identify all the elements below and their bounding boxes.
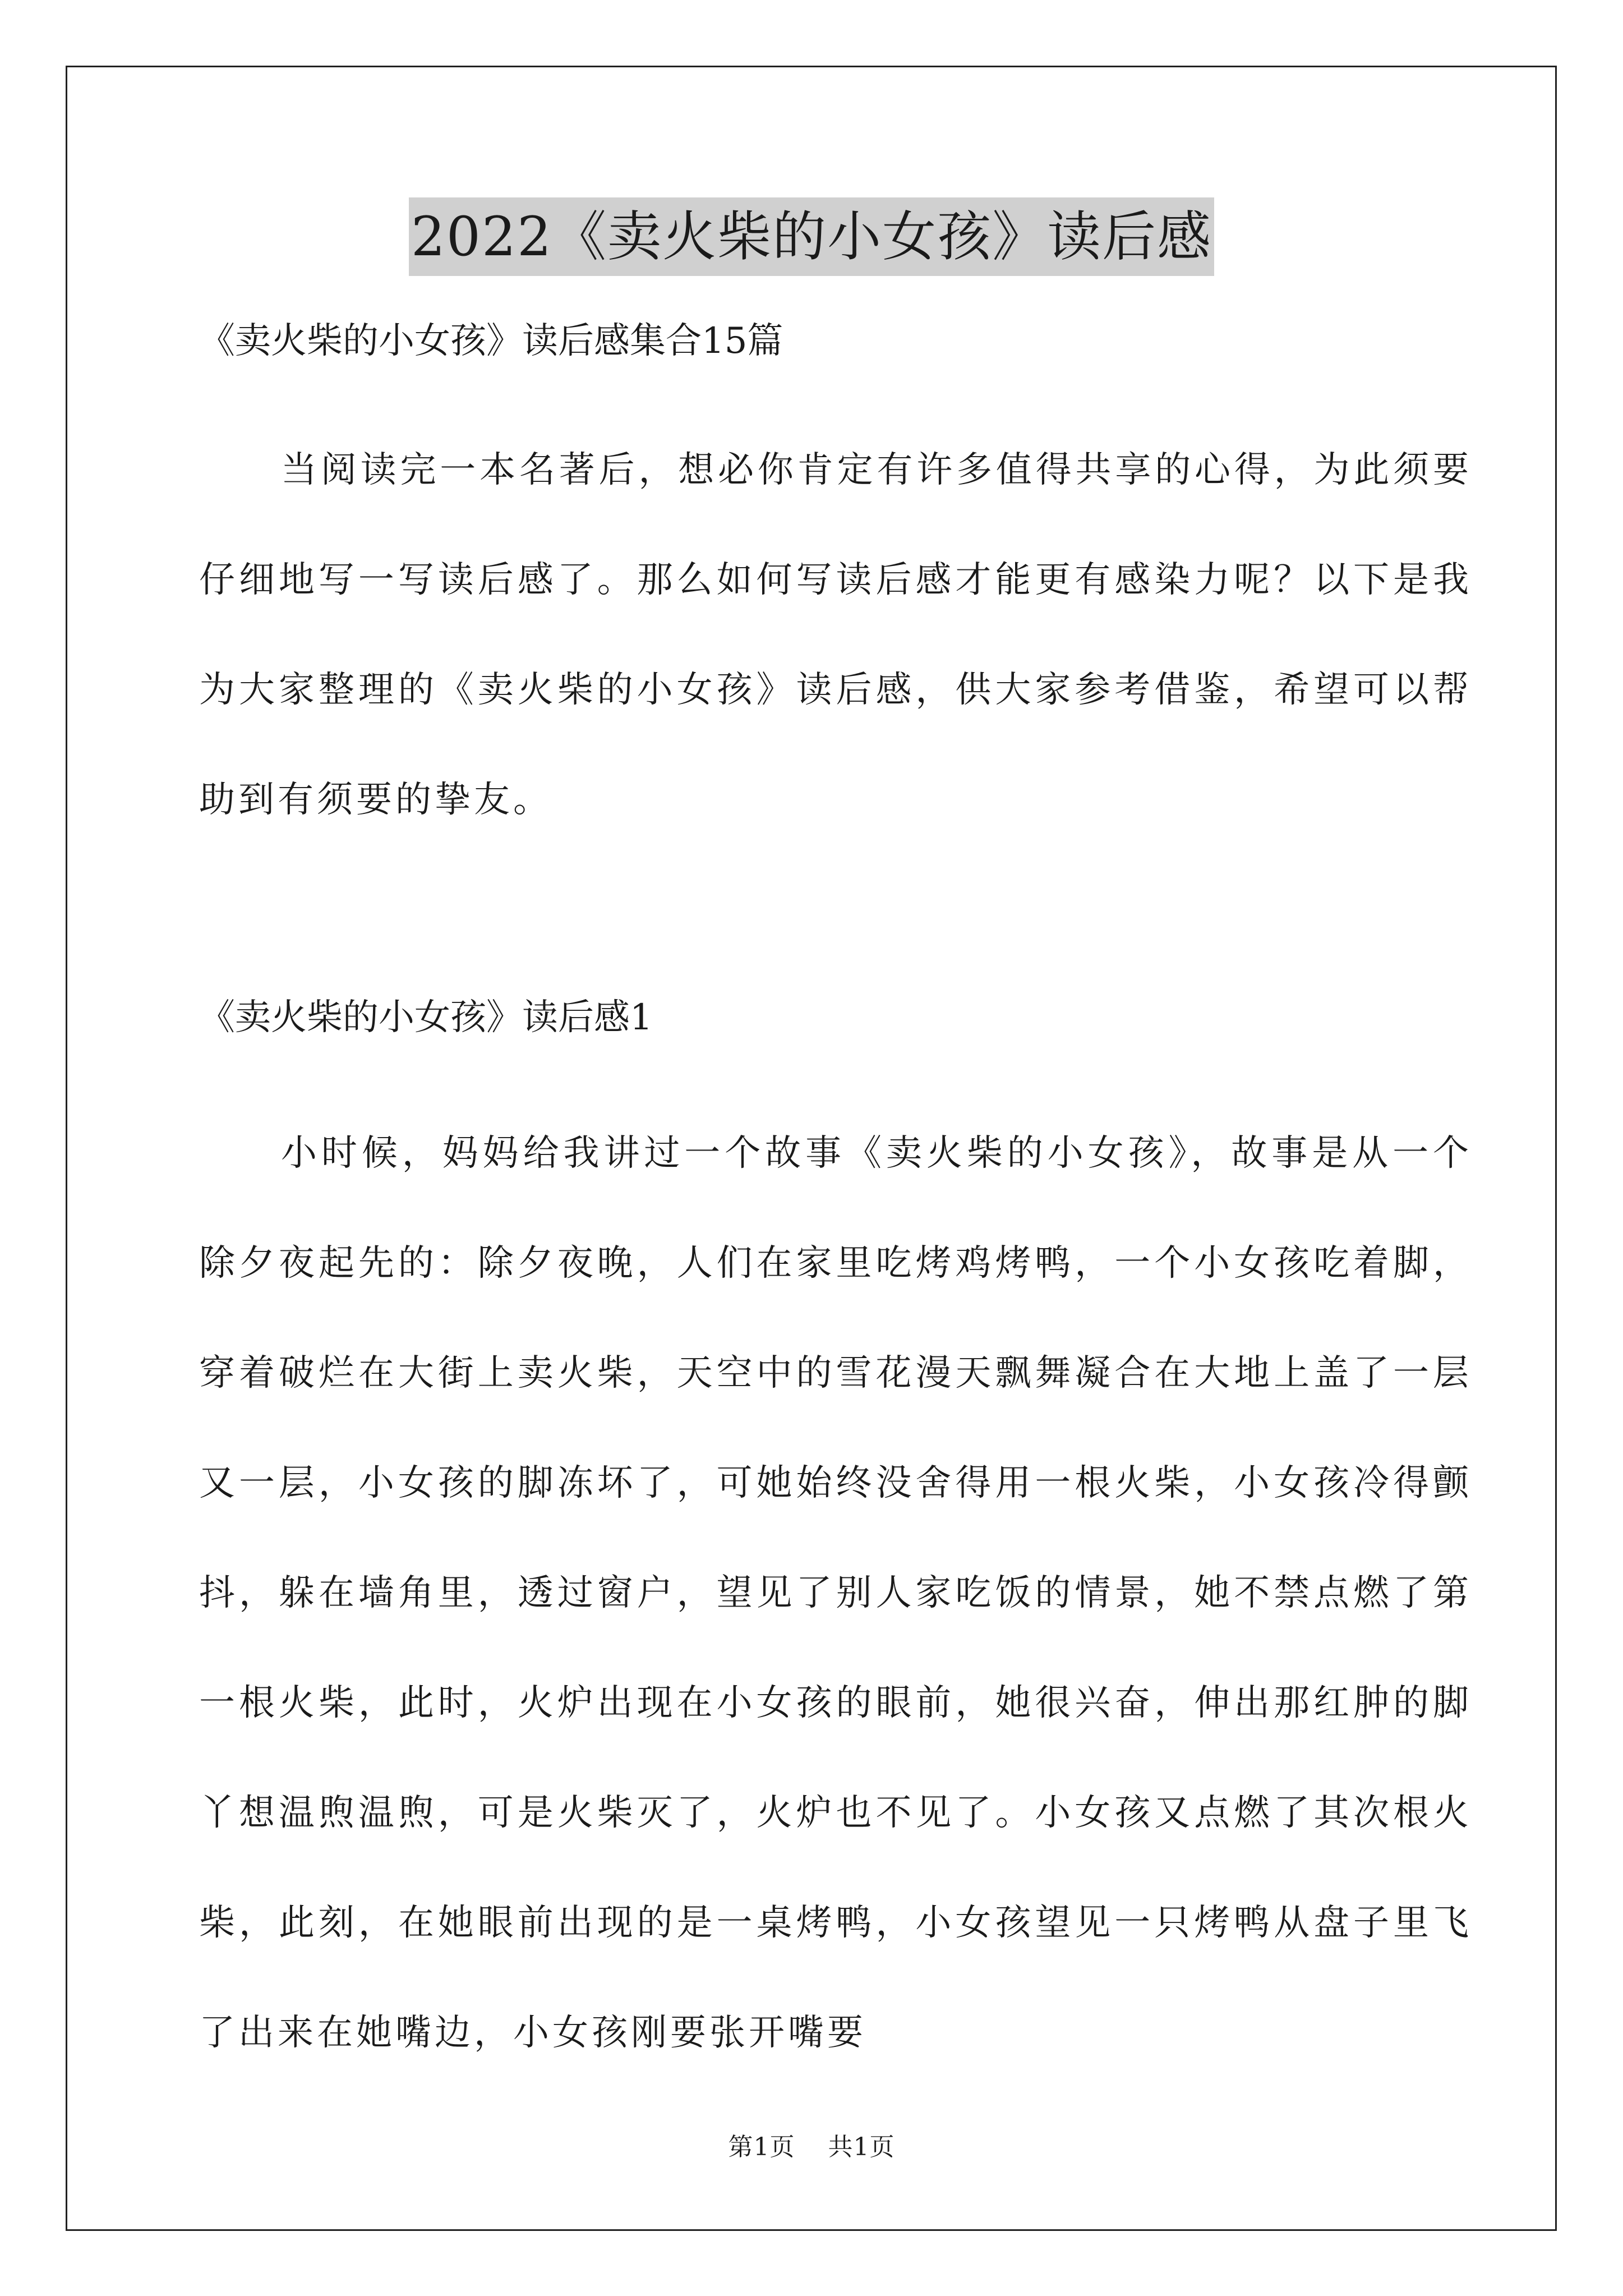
document-title: 2022《卖火柴的小女孩》读后感 <box>409 197 1214 276</box>
page-number-total: 共1页 <box>828 2133 895 2161</box>
page-footer <box>0 2131 1623 2164</box>
title-area <box>0 197 1623 276</box>
document-body <box>199 314 1472 2088</box>
document-subtitle: 《卖火柴的小女孩》读后感集合15篇 <box>199 320 783 362</box>
intro-paragraph: 当阅读完一本名著后，想必你肯定有许多值得共享的心得，为此须要仔细地写一写读后感了。那么如何写读后感才能更有感染力呢？以下是我为大家整理的《卖火柴的小女孩》读后感，供大家参考借鉴，希望可以帮助到有须要的挚友。 <box>199 449 1472 821</box>
section-title: 《卖火柴的小女孩》读后感1 <box>199 997 653 1038</box>
section-paragraph: 小时候，妈妈给我讲过一个故事《卖火柴的小女孩》，故事是从一个除夕夜起先的：除夕夜晚，人们在家里吃烤鸡烤鸭，一个小女孩吃着脚，穿着破烂在大街上卖火柴，天空中的雪花漫天飘舞凝合在大地上盖了一层又一层，小女孩的脚冻坏了，可她始终没舍得用一根火柴，小女孩冷得颤抖，躲在墙角里，透过窗户，望见了别人家吃饭的情景，她不禁点燃了第一根火柴，此时，火炉出现在小女孩的眼前，她很兴奋，伸出那红肿的脚丫想温煦温煦，可是火柴灭了，火炉也不见了。小女孩又点燃了其次根火柴，此刻，在她眼前出现的是一桌烤鸭，小女孩望见一只烤鸭从盘子里飞了出来在她嘴边，小女孩刚要张开嘴要 <box>199 1133 1472 2054</box>
page-number-current: 第1页 <box>728 2133 795 2161</box>
